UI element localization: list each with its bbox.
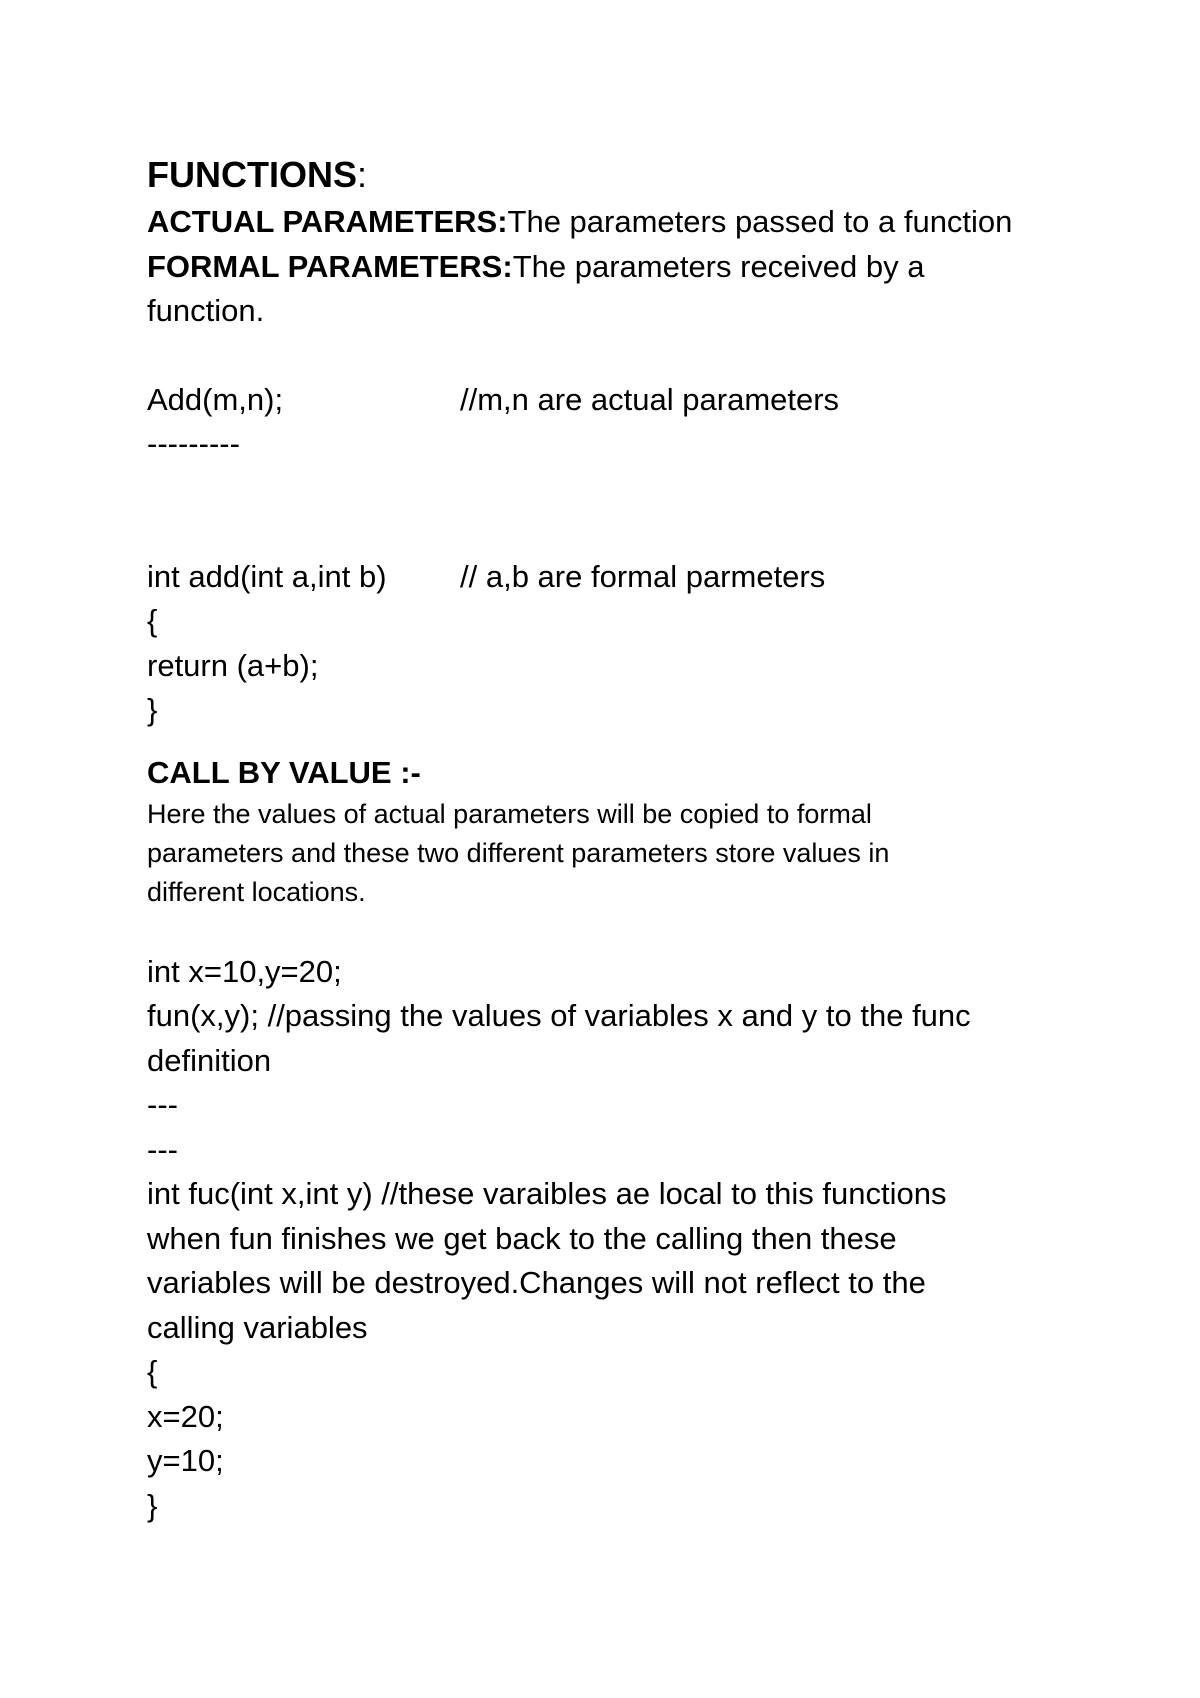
code-line: when fun finishes we get back to the calling then these xyxy=(147,1220,897,1256)
code-line: --- xyxy=(147,1131,178,1167)
close-brace: } xyxy=(147,692,158,727)
open-brace: { xyxy=(147,603,158,638)
actual-call-code: Add(m,n); xyxy=(147,381,284,417)
actual-parameters-label: ACTUAL PARAMETERS: xyxy=(147,204,508,239)
code-line: x=20; xyxy=(147,1398,224,1434)
call-by-value-description-line: Here the values of actual parameters will be copied to formal xyxy=(147,798,872,829)
code-line: int x=10,y=20; xyxy=(147,953,342,989)
code-line: variables will be destroyed.Changes will not reflect to the xyxy=(147,1265,926,1300)
spacer xyxy=(147,334,1107,378)
document-title xyxy=(147,150,1107,200)
actual-call-line xyxy=(147,378,1107,423)
code-line: fun(x,y); //passing the values of variables x and y to the func xyxy=(147,998,971,1033)
code-line: --- xyxy=(147,1087,178,1122)
formal-signature-comment: // a,b are formal parmeters xyxy=(460,558,826,594)
code-line: definition xyxy=(147,1042,272,1078)
actual-parameters-definition xyxy=(147,200,1107,245)
actual-parameters-text: The parameters passed to a function xyxy=(507,204,1013,239)
title-colon: : xyxy=(357,154,368,195)
call-by-value-description-line: parameters and these two different parameters store values in xyxy=(147,837,890,868)
code-line: calling variables xyxy=(147,1309,368,1345)
formal-parameters-definition xyxy=(147,245,1107,290)
title-text: FUNCTIONS xyxy=(147,154,357,195)
dash-separator: --------- xyxy=(147,426,240,461)
code-line: y=10; xyxy=(147,1443,224,1478)
spacer xyxy=(147,467,1107,555)
formal-parameters-text: The parameters received by a xyxy=(512,248,925,284)
code-line: int fuc(int x,int y) //these varaibles ae local to this functions xyxy=(147,1176,947,1211)
formal-signature-code: int add(int a,int b) xyxy=(147,558,387,594)
call-by-value-heading: CALL BY VALUE :- xyxy=(147,754,421,790)
formal-parameters-text-continued: function. xyxy=(147,293,265,328)
actual-call-comment: //m,n are actual parameters xyxy=(460,381,840,417)
formal-parameters-label: FORMAL PARAMETERS: xyxy=(147,248,513,284)
return-statement: return (a+b); xyxy=(147,647,319,683)
code-line: { xyxy=(147,1354,158,1389)
document-page xyxy=(147,150,1107,1528)
code-line: } xyxy=(147,1487,158,1523)
formal-signature-line xyxy=(147,555,1107,600)
call-by-value-description-line: different locations. xyxy=(147,876,366,907)
